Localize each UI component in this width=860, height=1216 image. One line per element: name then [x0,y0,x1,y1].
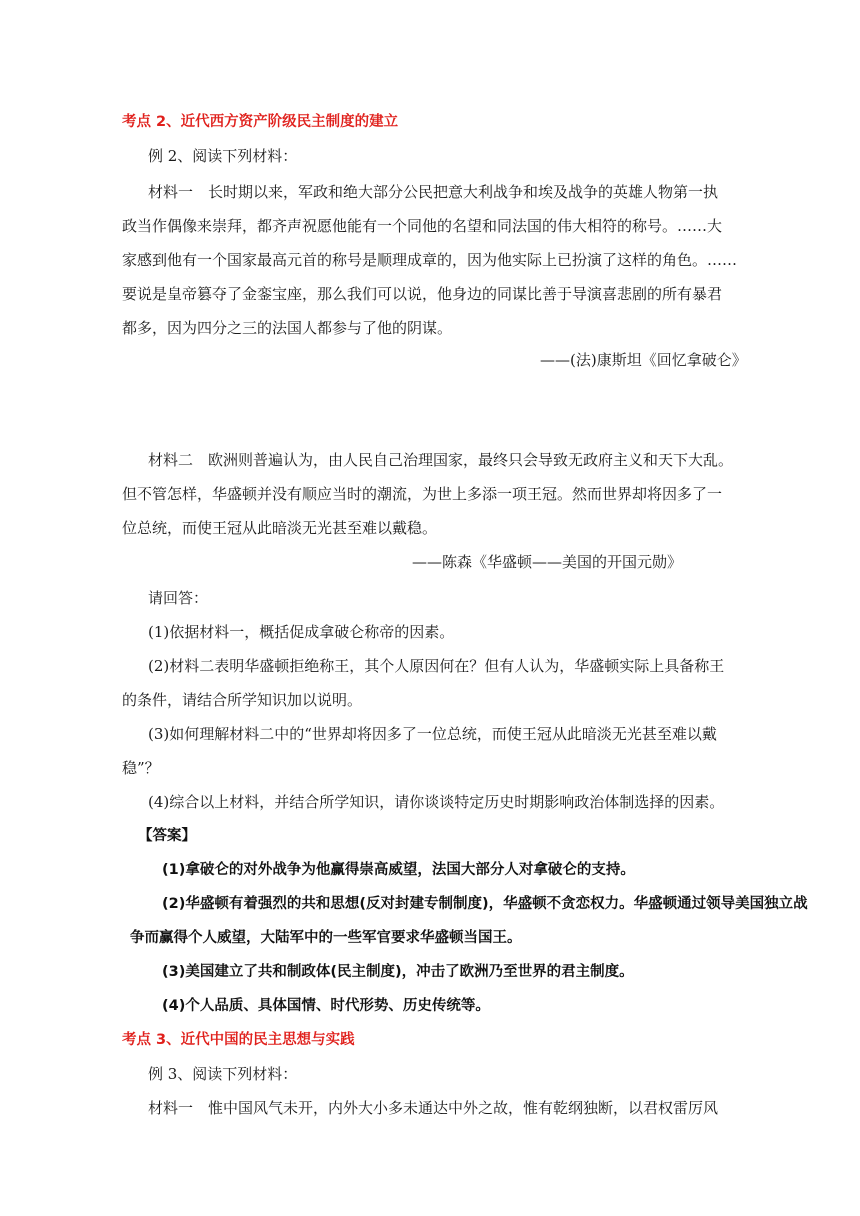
answer-2-cont: 争而赢得个人威望，大陆军中的一些军官要求华盛顿当国王。 [130,930,522,946]
material-one-line: 家感到他有一个国家最高元首的称号是顺理成章的，因为他实际上已扮演了这样的角色。…… [122,251,738,269]
section-heading: 考点 3、近代中国的民主思想与实践 [122,1032,355,1048]
example-intro: 例 3、阅读下列材料： [148,1065,298,1083]
material-two-source: ——陈森《华盛顿——美国的开国元勋》 [412,553,683,571]
question-2-cont: 的条件，请结合所学知识加以说明。 [122,691,363,709]
material-one-source: ——(法)康斯坦《回忆拿破仑》 [540,351,747,369]
material-one-line: 材料一 长时期以来，军政和绝大部分公民把意大利战争和埃及战争的英雄人物第一执 [148,183,719,201]
question-2: (2)材料二表明华盛顿拒绝称王，其个人原因何在？但有人认为，华盛顿实际上具备称王 [148,657,725,675]
question-4: (4)综合以上材料，并结合所学知识，请你谈谈特定历史时期影响政治体制选择的因素。 [148,793,725,811]
answer-1: (1)拿破仑的对外战争为他赢得崇高威望，法国大部分人对拿破仑的支持。 [162,862,635,878]
material-one-line: 政当作偶像来崇拜，都齐声祝愿他能有一个同他的名望和同法国的伟大相符的称号。……大 [122,217,723,235]
answer-label: 【答案】 [138,828,196,844]
section-heading: 考点 2、近代西方资产阶级民主制度的建立 [122,114,399,130]
question-3-cont: 稳”？ [122,759,160,777]
material-one-line: 要说是皇帝篡夺了金銮宝座，那么我们可以说，他身边的同谋比善于导演喜悲剧的所有暴君 [122,285,723,303]
material-one-line: 材料一 惟中国风气未开，内外大小多未通达中外之故，惟有乾纲独断，以君权雷厉风 [148,1099,719,1117]
question-1: (1)依据材料一，概括促成拿破仑称帝的因素。 [148,623,455,641]
example-intro: 例 2、阅读下列材料： [148,147,298,165]
answer-3: (3)美国建立了共和制政体(民主制度)，冲击了欧洲乃至世界的君主制度。 [162,964,634,980]
answer-2: (2)华盛顿有着强烈的共和思想(反对封建专制制度)，华盛顿不贪恋权力。华盛顿通过领导美国独立战 [162,896,808,912]
material-one-line: 都多，因为四分之三的法国人都参与了他的阴谋。 [122,319,453,337]
answer-prompt: 请回答： [148,589,209,607]
question-3: (3)如何理解材料二中的“世界却将因多了一位总统，而使王冠从此暗淡无光甚至难以戴 [148,725,717,743]
material-two-line: 材料二 欧洲则普遍认为，由人民自己治理国家，最终只会导致无政府主义和天下大乱。 [148,451,734,469]
material-two-line: 位总统，而使王冠从此暗淡无光甚至难以戴稳。 [122,519,438,537]
answer-4: (4)个人品质、具体国情、时代形势、历史传统等。 [162,998,490,1014]
material-two-line: 但不管怎样，华盛顿并没有顺应当时的潮流，为世上多添一项王冠。然而世界却将因多了一 [122,485,723,503]
